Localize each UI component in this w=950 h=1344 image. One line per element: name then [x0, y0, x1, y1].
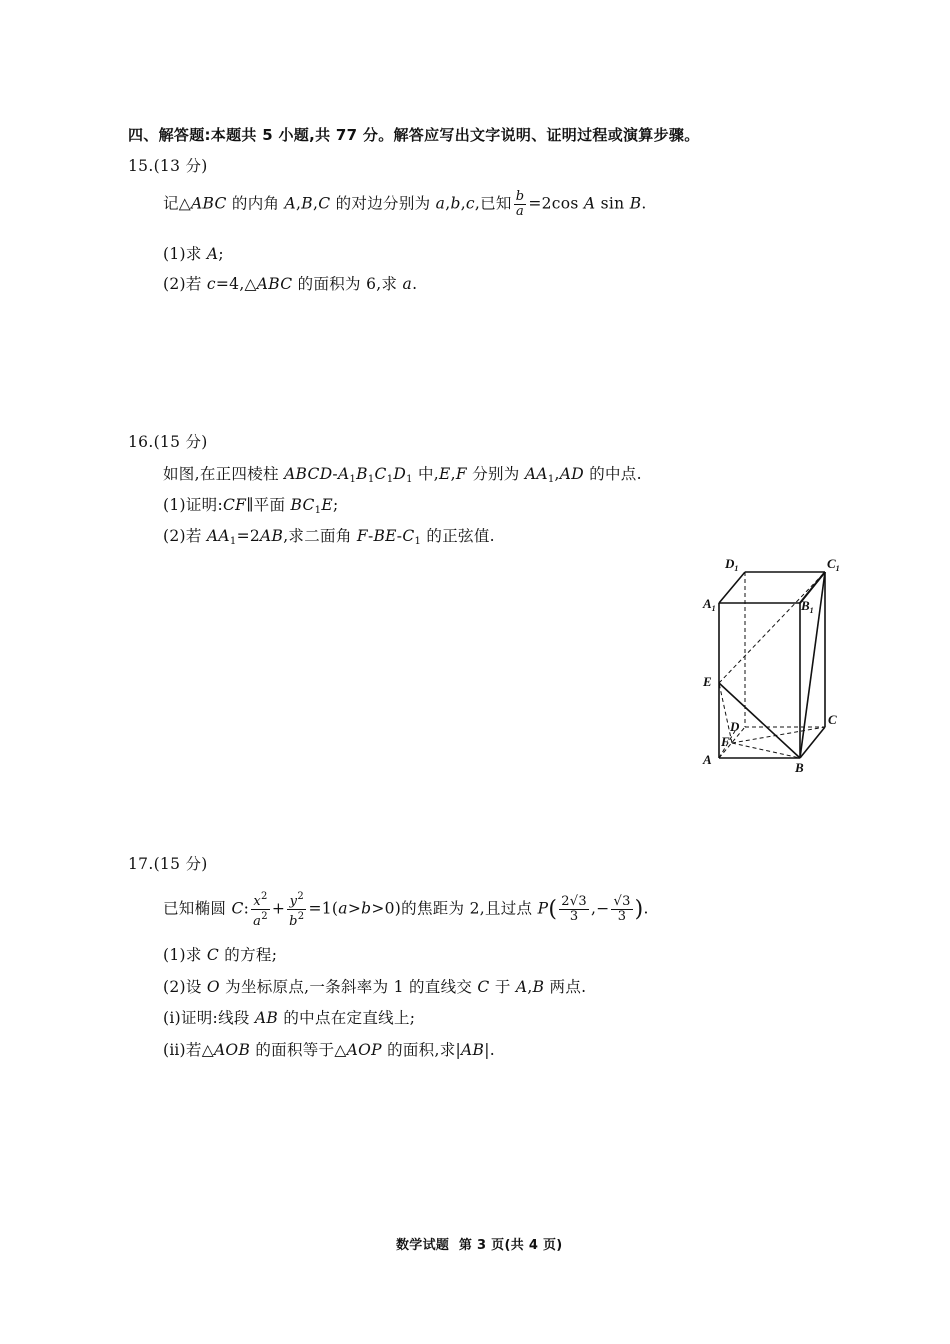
problem-score: (15 分) [153, 433, 208, 451]
label-E: E [703, 674, 712, 689]
problem-number: 15. [128, 157, 154, 175]
label-B: B [795, 760, 804, 775]
problem-15-header [128, 154, 208, 176]
label-D: D [730, 719, 740, 734]
fraction-point-y: $\frac{√3}{3}$ [613, 894, 631, 924]
footer-page: 第 3 页(共 4 页) [458, 1238, 563, 1253]
problem-16-stem: 如图,在正四棱柱 ABCD-$A_1B_1C_1D_1$ 中,E,F 分别为 $AA_1,AD$ 的中点. [163, 465, 642, 485]
problem-17-stem: 已知椭圆 C: $\frac{x^2}{a^2}$ + $\frac{y^2}{b^2}$ =1(a>b>0)的焦距为 2,且过点 P( $\frac{2√3}{3}$ ,− $\frac{√3}{3}$ ). [163, 891, 649, 929]
problem-17-qi: (ⅰ)证明:线段 AB 的中点在定直线上; [163, 1009, 416, 1027]
problem-16-q2: (2)若 $AA_1=2AB$,求二面角 $F-BE-C_1$ 的正弦值. [163, 527, 495, 547]
label-C: C [828, 712, 837, 727]
section-title: 四、解答题:本题共 5 小题,共 77 分。解答应写出文字说明、证明过程或演算步骤。 [128, 126, 700, 144]
problem-15-q1: (1)求 A; [163, 245, 224, 263]
fraction-point-x: $\frac{2√3}{3}$ [561, 894, 587, 924]
label-C1: $C_1$ [827, 556, 840, 573]
label-A: A [703, 752, 712, 767]
problem-16-q1: (1)证明:CF∥平面 $BC_1E$; [163, 496, 339, 516]
problem-16-header [128, 430, 208, 452]
problem-number: 17. [128, 855, 154, 873]
problem-17-qii: (ⅱ)若△AOB 的面积等于△AOP 的面积,求|AB|. [163, 1041, 495, 1059]
fraction-x2-a2: $\frac{x^2}{a^2}$ [253, 891, 268, 929]
page-footer [396, 1234, 563, 1253]
problem-17-q1: (1)求 C 的方程; [163, 946, 278, 964]
problem-15-q2: (2)若 c=4,△ABC 的面积为 6,求 a. [163, 275, 418, 293]
footer-subject: 数学试题 [396, 1238, 450, 1253]
problem-15-stem: 记△ABC 的内角 A,B,C 的对边分别为 a,b,c,已知 $\frac{b}{a}$ =2cos A sin B. [163, 189, 647, 219]
problem-score: (15 分) [153, 855, 208, 873]
label-F: F [721, 734, 730, 749]
fraction-y2-b2: $\frac{y^2}{b^2}$ [289, 891, 305, 929]
problem-17-header [128, 852, 208, 874]
problem-number: 16. [128, 433, 154, 451]
label-B1: $B_1$ [801, 598, 814, 615]
problem-score: (13 分) [153, 157, 208, 175]
label-D1: $D_1$ [725, 556, 739, 573]
label-A1: $A_1$ [703, 596, 716, 613]
problem-17-q2: (2)设 O 为坐标原点,一条斜率为 1 的直线交 C 于 A,B 两点. [163, 978, 587, 996]
prism-figure [695, 555, 850, 780]
fraction-b-over-a: $\frac{b}{a}$ [515, 189, 525, 219]
